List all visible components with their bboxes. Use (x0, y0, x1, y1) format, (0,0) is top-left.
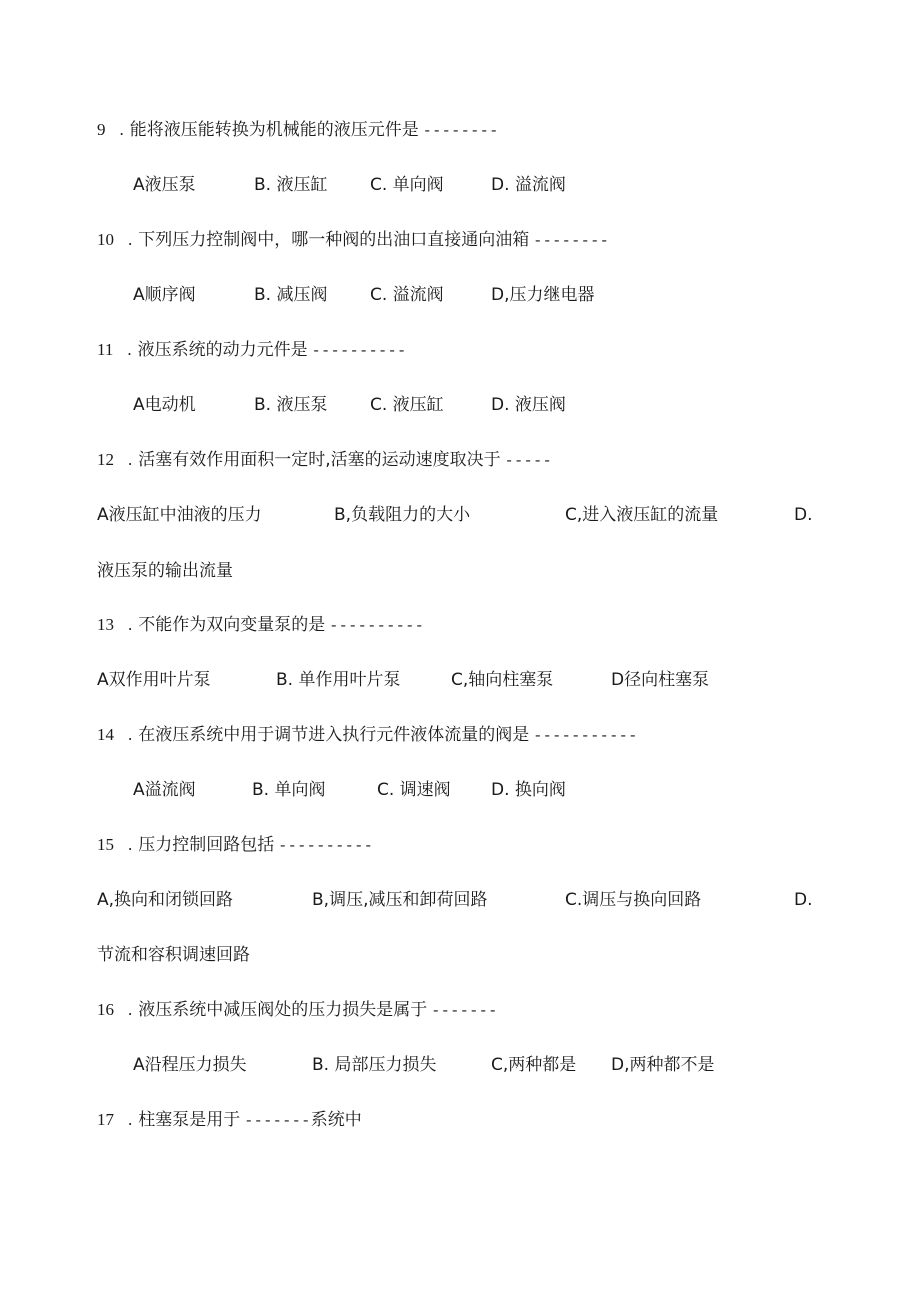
option-b: B. 减压阀 (254, 285, 328, 305)
option-b: B. 液压泵 (254, 395, 328, 415)
option-c: C. 调速阀 (377, 780, 451, 800)
question-14: 14 . 在液压系统中用于调节进入执行元件液体流量的阀是 ----------- (97, 725, 638, 745)
option-d-continuation: 液压泵的输出流量 (97, 561, 233, 581)
option-d: D. 溢流阀 (491, 175, 566, 195)
question-number: 16 (97, 1000, 114, 1019)
option-d: D,两种都不是 (611, 1055, 715, 1075)
question-12: 12 . 活塞有效作用面积一定时,活塞的运动速度取决于 ----- (97, 450, 553, 470)
option-d: D. 液压阀 (491, 395, 566, 415)
question-text: 不能作为双向变量泵的是 (138, 615, 326, 635)
question-text: 液压系统的动力元件是 (137, 340, 308, 360)
question-16: 16 . 液压系统中减压阀处的压力损失是属于 ------- (97, 1000, 498, 1020)
answer-blank: ---------- (311, 343, 407, 360)
option-a: A溢流阀 (133, 780, 196, 800)
answer-blank: ---------- (278, 838, 374, 855)
question-number: 12 (97, 450, 114, 469)
question-text: 能将液压能转换为机械能的液压元件是 (129, 120, 419, 140)
answer-blank: ----- (504, 453, 553, 470)
question-15: 15 . 压力控制回路包括 ---------- (97, 835, 374, 855)
question-11: 11 . 液压系统的动力元件是 ---------- (97, 340, 407, 360)
question-text-suffix: 系统中 (310, 1110, 362, 1130)
option-d: D. (794, 505, 813, 525)
option-c: C,进入液压缸的流量 (565, 505, 719, 525)
question-text: 在液压系统中用于调节进入执行元件液体流量的阀是 (138, 725, 530, 745)
option-b: B. 单作用叶片泵 (276, 670, 401, 690)
question-number: 10 (97, 230, 114, 249)
option-a: A双作用叶片泵 (97, 670, 211, 690)
option-d: D径向柱塞泵 (611, 670, 710, 690)
option-d: D. 换向阀 (491, 780, 566, 800)
option-b: B,负载阻力的大小 (334, 505, 471, 525)
option-b: B. 局部压力损失 (312, 1055, 437, 1075)
option-a: A电动机 (133, 395, 196, 415)
option-c: C. 单向阀 (370, 175, 444, 195)
question-number: 14 (97, 725, 114, 744)
answer-blank: ---------- (329, 618, 425, 635)
question-text: 液压系统中减压阀处的压力损失是属于 (138, 1000, 428, 1020)
option-a: A液压泵 (133, 175, 196, 195)
question-13: 13 . 不能作为双向变量泵的是 ---------- (97, 615, 425, 635)
option-c: C,两种都是 (491, 1055, 577, 1075)
option-b: B. 单向阀 (252, 780, 326, 800)
option-c: C. 溢流阀 (370, 285, 444, 305)
option-a: A液压缸中油液的压力 (97, 505, 262, 525)
question-17: 17 . 柱塞泵是用于 -------系统中 (97, 1110, 362, 1130)
answer-blank: ------- (431, 1003, 498, 1020)
option-a: A沿程压力损失 (133, 1055, 247, 1075)
question-10: 10 . 下列压力控制阀中，哪一种阀的出油口直接通向油箱 -------- (97, 230, 610, 250)
question-text: 活塞有效作用面积一定时,活塞的运动速度取决于 (138, 450, 501, 470)
option-d: D,压力继电器 (491, 285, 595, 305)
answer-blank: ----------- (533, 728, 638, 745)
question-number: 13 (97, 615, 114, 634)
question-text: 下列压力控制阀中，哪一种阀的出油口直接通向油箱 (138, 230, 530, 250)
option-d: D. (794, 890, 813, 910)
question-number: 9 (97, 120, 106, 139)
question-number: 17 (97, 1110, 114, 1129)
question-number: 15 (97, 835, 114, 854)
option-c: C.调压与换向回路 (565, 890, 702, 910)
answer-blank: -------- (533, 233, 610, 250)
answer-blank: ------- (244, 1113, 311, 1130)
option-b: B,调压,减压和卸荷回路 (312, 890, 488, 910)
answer-blank: -------- (422, 123, 499, 140)
option-c: C. 液压缸 (370, 395, 444, 415)
question-text: 柱塞泵是用于 (138, 1110, 241, 1130)
question-text: 压力控制回路包括 (138, 835, 275, 855)
option-d-continuation: 节流和容积调速回路 (97, 945, 250, 965)
option-a: A顺序阀 (133, 285, 196, 305)
option-c: C,轴向柱塞泵 (451, 670, 554, 690)
question-9: 9 . 能将液压能转换为机械能的液压元件是 -------- (97, 120, 499, 140)
question-number: 11 (97, 340, 114, 359)
option-a: A,换向和闭锁回路 (97, 890, 234, 910)
option-b: B. 液压缸 (254, 175, 328, 195)
